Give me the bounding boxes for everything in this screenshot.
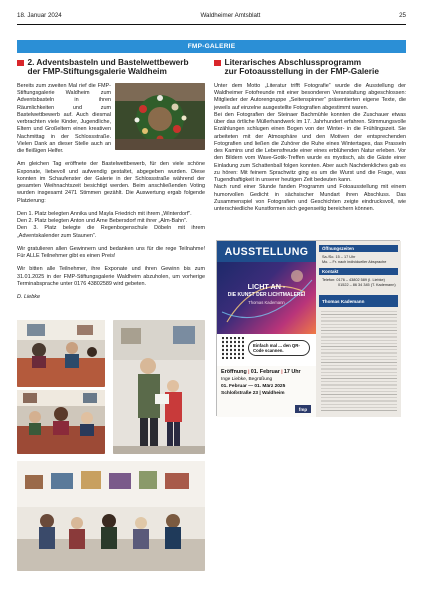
poster-speaker: Inge Liebke, Begrüßung: [221, 377, 273, 382]
placement-third: Den 3. Platz belegte die Regenbogenschule Döbeln mit ihrem „Adventskalender zum Staunen“.: [17, 225, 205, 239]
article-left-headline-line2: der FMP-Stiftungsgalerie Waldheim: [27, 66, 167, 77]
poster-hours-row: Mo. – Fr. nach individueller Absprache: [322, 260, 387, 264]
poster-contact-row: Telefon: 0176 – 43802 589 (I. Liebke): [322, 278, 385, 282]
header-divider: [17, 24, 406, 25]
fmp-logo: fmp: [295, 405, 311, 413]
article-left-body: [17, 83, 205, 302]
article-left-headline: [17, 58, 205, 77]
headline-marker-icon: [214, 60, 221, 67]
section-bar: [17, 40, 406, 53]
poster-subtitle-line2: DIE KUNST DER LICHTMALEREI: [227, 292, 306, 298]
article-left-paragraph: Wir gratulieren allen Gewinnern und bedanken uns für die rege Teilnahme! Für ALLE Teilnehmer gibt es einen Preis!: [17, 245, 205, 260]
section-label: FMP-GALERIE: [187, 43, 236, 50]
poster-opening-time: 17 Uhr: [283, 369, 301, 375]
wreath-photo: [115, 83, 205, 150]
poster-separator: |: [281, 370, 284, 375]
poster-qr-section: [217, 334, 316, 366]
poster-address: Schloßstraße 23 | Waldheim: [221, 391, 285, 396]
article-left-paragraph: Bereits zum zweiten Mal rief die FMP-Stiftungsgalerie Waldheim zum Adventsbasteln in ihren Räumlichkeiten und zum Bastelwettbewerb auf. Auch diesmal verbrachten viele Kinder, Jugendliche, Eltern und Großeltern einen kreativen Nachmittag in der Schlossstraße. Vielen Dank an dieser Stelle auch an die fleißigen Helfer.: [17, 82, 111, 155]
article-left-headline-line1: 2. Adventsbasteln und Bastelwettbewerb: [27, 57, 189, 67]
article-right-paragraph: Bei den Fotografien der Steinaer Bachmühle konnten die Zuschauer etwas über das örtliche Müllerhandwerk im 17. Jahrhundert erfahren. Stimmungsvolle Erzählungen schlugen einen Bogen von der Winter- in die Frühlingszeit. Sie arbeiteten mit der Atmosphäre und den Motiven der entsprechenden Fotografien und ließen die Zuhörer die Ruhe eines Wintertages, das Prasseln des Kamins und die Lebensfreude einer eines erblühenden Natur erleben. Vor den Bildern vom Wave-Gotik-Treffen wurde es mystisch, als die Gäste einer Einladung zum Schattenball folgen konnten. Aber auch Nachdenkliches gab es zu hören: Mit feinem Sprachwitz ging es um die Wurst und die Frage, was Tugendhaftigkeit in unserer heutigen Zeit bedeuten kann.: [214, 111, 406, 184]
exhibition-poster: [216, 240, 400, 416]
poster-run: 01. Februar — 01. März 2025: [221, 384, 286, 389]
article-right-headline-line1: Literarisches Abschlussprogramm: [224, 57, 362, 67]
article-adventsbasteln: [17, 58, 205, 301]
placement-first: Den 1. Platz belegten Annika und Mayla Friedrich mit ihrem „Winterdorf“.: [17, 210, 192, 217]
qr-code-icon: [222, 337, 244, 359]
workshop-photo-2: [17, 390, 105, 454]
article-left-author: D. Liebke: [17, 294, 40, 301]
article-left-paragraph: Wir bitten alle Teilnehmer, ihre Exponate und ihren Gewinn bis zum 31.01.2025 in der FMP-Stiftungsgalerie Waldheim abzuholen, um vorherige Terminabsprache unter 0176 43802589 wird gebeten.: [17, 266, 205, 287]
article-right-headline: [214, 58, 406, 77]
poster-contact-header: Kontakt: [319, 268, 398, 275]
poster-separator: |: [248, 370, 251, 375]
header-date: 18. Januar 2024: [17, 11, 62, 19]
poster-hours-row: Sa./So. 15 – 17 Uhr: [322, 255, 356, 259]
article-left-paragraph: Am gleichen Tag eröffnete der Bastelwettbewerb, für den viele schöne Exponate, liebevoll und aufwendig gestaltet, abgegeben wurden. Diese konnten im Schaufenster der Galerie in der Schlossstraße während der gesamten Weihnachtszeit besichtigt werden. Beim anschließenden Voting wurden insgesamt 2471 Stimmen gezählt. Die Auswertung ergab folgende Platzierung:: [17, 161, 205, 204]
poster-opening-date: 01. Februar: [250, 369, 280, 375]
header-publication: Waldheimer Amtsblatt: [200, 11, 261, 19]
readers-photo: [17, 461, 205, 571]
header-page-number: 25: [399, 11, 406, 19]
headline-marker-icon: [17, 60, 24, 67]
margin-mark: [4, 556, 8, 580]
poster-artist: Thomas Kademann: [248, 300, 285, 305]
poster-bio-header: Thomas Kademann: [319, 295, 398, 307]
poster-opening-label: Eröffnung: [221, 369, 247, 375]
poster-left-panel: [217, 241, 316, 417]
poster-bio-text: [321, 311, 397, 411]
poster-contact-row: 01522 – 86 34 345 (T. Kademann): [338, 283, 396, 287]
winners-photo: [113, 320, 205, 454]
poster-title: AUSSTELLUNG: [217, 241, 316, 262]
poster-light-painting-image: [217, 262, 316, 334]
poster-hours-header: Öffnungszeiten: [319, 245, 398, 252]
poster-opening: [221, 369, 312, 376]
poster-right-panel: [316, 241, 401, 417]
qr-speech-bubble: Einfach mal ... den QR-Code scannen.: [248, 340, 310, 356]
article-literarisches: [214, 58, 406, 213]
article-right-headline-line2: zur Fotoausstellung in der FMP-Galerie: [224, 66, 379, 77]
placement-second: Den 2. Platz belegten Anton und Arne Bebersdorf mit ihrer „Alm-Bahn“.: [17, 218, 188, 225]
poster-subtitle-line1: LICHT AN -: [247, 282, 286, 291]
article-right-body: [214, 83, 406, 214]
article-right-paragraph: Unter dem Motto „Literatur trifft Fotografie“ wurde die Ausstellung der Waldheimer Fotofreunde mit einer besonderen Veranstaltung abgeschlossen: Mitglieder der Autorengruppe „Seitenspinner“ präsentierten eigene Texte, die jeweils auf einzelne ausgestellte Fotografien abgestimmt waren.: [214, 82, 406, 111]
article-right-paragraph: Nach rund einer Stunde fanden Programm und Fotoausstellung mit einem humorvollen Gedicht in sächsischer Mundart ihren Abschluss. Das Zusammenspiel von Fotografien und Geschichten zeigte eindrucksvoll, wie unterschiedliche Kunstformen sich gegenseitig bereichern können.: [214, 184, 406, 213]
workshop-photo-1: [17, 320, 105, 387]
